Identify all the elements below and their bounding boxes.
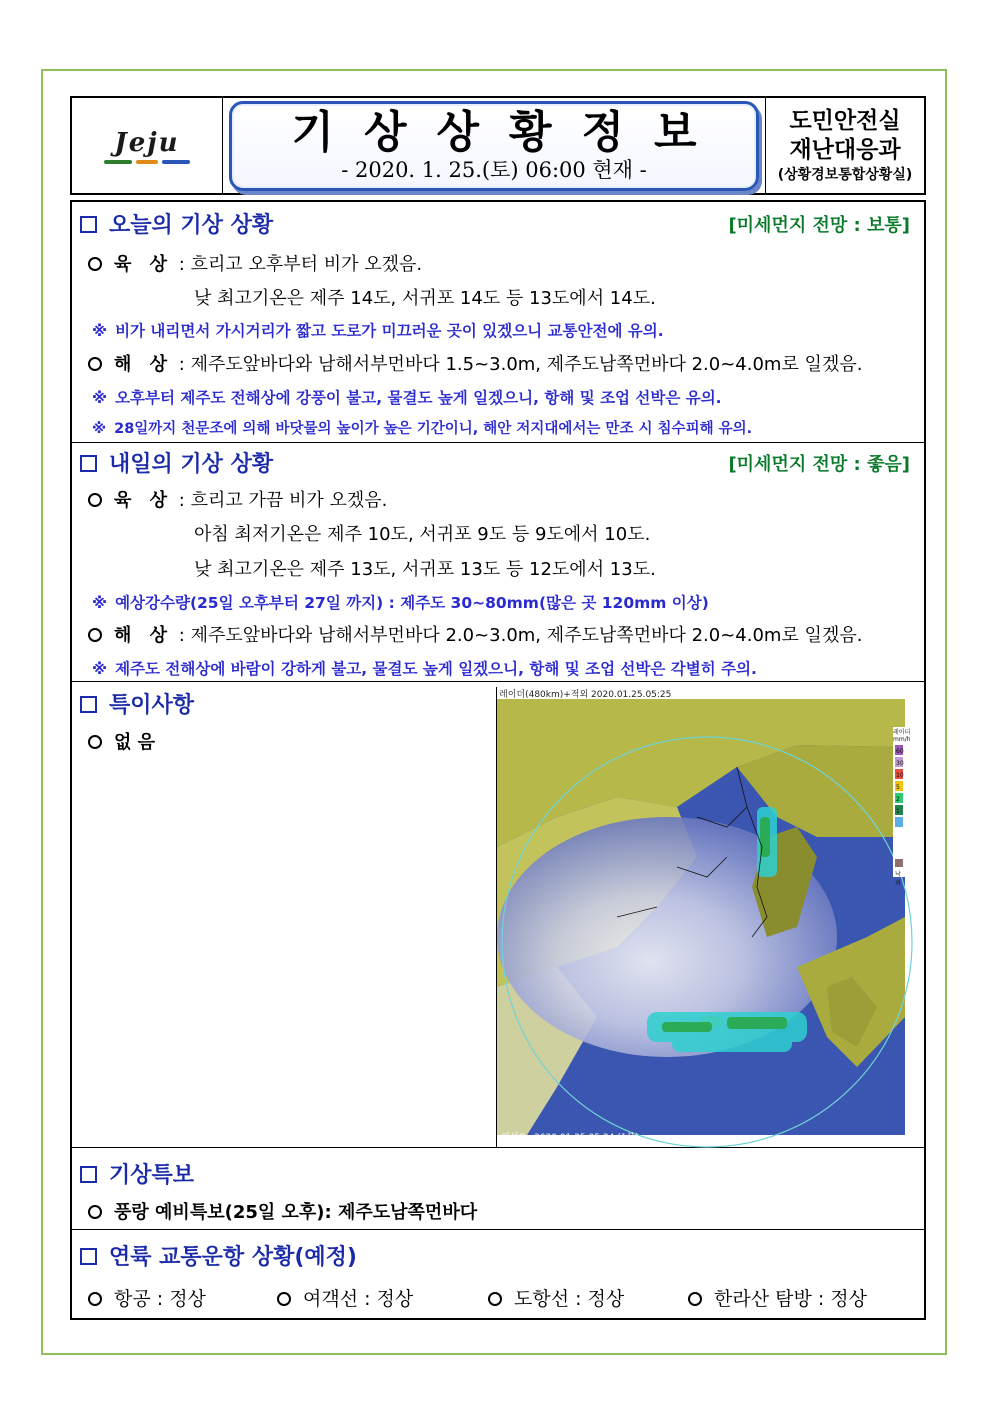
circle-icon (277, 1292, 291, 1306)
image-caption-bottom: 위성G : 2020.01.25.05:24 (1분) (501, 1133, 639, 1143)
tomorrow-land-min-temp: 아침 최저기온은 제주 10도, 서귀포 9도 등 9도에서 10도. (194, 524, 651, 545)
circle-icon (88, 1205, 102, 1219)
checkbox-icon (80, 216, 97, 233)
circle-icon (88, 628, 102, 642)
circle-icon (488, 1292, 502, 1306)
today-land-temp: 낮 최고기온은 제주 14도, 서귀포 14도 등 13도에서 14도. (194, 288, 656, 309)
circle-icon (88, 357, 102, 371)
image-caption-top: 레이더(480km)+적외 2020.01.25.05:25 (499, 690, 672, 700)
checkbox-icon (80, 455, 97, 472)
reference-mark-icon: ※ (92, 594, 108, 612)
warning-heading: 기상특보 (80, 1158, 194, 1189)
report-datetime: - 2020. 1. 25.(토) 06:00 현재 - (341, 157, 647, 182)
logo-text: Jeju (114, 127, 180, 158)
traffic-air: 항공 : 정상 (88, 1284, 206, 1311)
traffic-section (72, 1230, 924, 1318)
reference-mark-icon: ※ (92, 389, 108, 407)
tomorrow-land-max-temp: 낮 최고기온은 제주 13도, 서귀포 13도 등 12도에서 13도. (194, 559, 656, 580)
today-dust-forecast: [미세먼지 전망 : 보통] (728, 215, 910, 236)
tomorrow-note-2: ※ 제주도 전해상에 바람이 강하게 불고, 물결도 높게 일겠으니, 항해 및 조업 선박은 각별히 주의. (92, 660, 757, 678)
traffic-island-ferry: 도항선 : 정상 (488, 1284, 624, 1311)
department-name: 도민안전실 (789, 107, 901, 134)
tomorrow-section (72, 443, 924, 682)
special-item: 없 음 (88, 728, 155, 754)
division-name: 재난대응과 (789, 136, 901, 163)
today-land: 육 상 : 흐리고 오후부터 비가 오겠음. (88, 250, 422, 276)
today-heading: 오늘의 기상 상황 (80, 208, 273, 239)
satellite-map (497, 687, 905, 1147)
office-name: (상황경보통합상황실) (777, 166, 913, 183)
report-body (70, 200, 926, 1320)
checkbox-icon (80, 1248, 97, 1265)
traffic-heading: 연륙 교통운항 상황(예정) (80, 1240, 357, 1271)
today-sea: 해 상 : 제주도앞바다와 남해서부먼바다 1.5~3.0m, 제주도남쪽먼바다 2.0~4.0m로 일겠음. (88, 350, 862, 376)
today-note-2: ※ 오후부터 제주도 전해상에 강풍이 불고, 물결도 높게 일겠으니, 항해 및 조업 선박은 유의. (92, 389, 722, 407)
tomorrow-land: 육 상 : 흐리고 가끔 비가 오겠음. (88, 486, 387, 512)
logo-swoosh (104, 160, 190, 164)
report-header (70, 96, 926, 195)
today-note-3: ※ 28일까지 천문조에 의해 바닷물의 높이가 높은 기간이니, 해안 저지대에서는 만조 시 침수피해 유의. (92, 421, 753, 437)
radar-legend: 레이더 mm/h (893, 729, 911, 743)
title-cell (223, 98, 765, 193)
jeju-logo (72, 98, 223, 193)
lightning-legend: 낙뢰 (895, 871, 901, 887)
title-box (229, 101, 759, 191)
radar-legend-values: 60 30 10 5 2 1 (896, 748, 904, 815)
circle-icon (88, 493, 102, 507)
checkbox-icon (80, 1166, 97, 1183)
page-title: 기상상황정보 (291, 106, 727, 158)
circle-icon (688, 1292, 702, 1306)
department (765, 98, 924, 193)
today-note-1: ※ 비가 내리면서 가시거리가 짧고 도로가 미끄러운 곳이 있겠으니 교통안전에 유의. (92, 322, 664, 340)
circle-icon (88, 257, 102, 271)
traffic-ferry: 여객선 : 정상 (277, 1284, 413, 1311)
tomorrow-sea: 해 상 : 제주도앞바다와 남해서부먼바다 2.0~3.0m, 제주도남쪽먼바다 2.0~4.0m로 일겠음. (88, 621, 862, 647)
reference-mark-icon: ※ (92, 660, 108, 678)
tomorrow-heading: 내일의 기상 상황 (80, 447, 273, 478)
checkbox-icon (80, 696, 97, 713)
reference-mark-icon: ※ (92, 322, 108, 340)
reference-mark-icon: ※ (92, 421, 107, 437)
warning-section (72, 1148, 924, 1230)
circle-icon (88, 735, 102, 749)
today-section (72, 202, 924, 443)
traffic-hallasan: 한라산 탐방 : 정상 (688, 1284, 867, 1311)
warning-item: 풍랑 예비특보(25일 오후): 제주도남쪽먼바다 (88, 1198, 477, 1224)
circle-icon (88, 1292, 102, 1306)
special-heading: 특이사항 (80, 688, 194, 719)
tomorrow-dust-forecast: [미세먼지 전망 : 좋음] (728, 454, 910, 475)
satellite-radar-image (496, 687, 911, 1147)
tomorrow-rain-note: ※ 예상강수량(25일 오후부터 27일 까지) : 제주도 30~80mm(많은 곳 120mm 이상) (92, 594, 709, 612)
